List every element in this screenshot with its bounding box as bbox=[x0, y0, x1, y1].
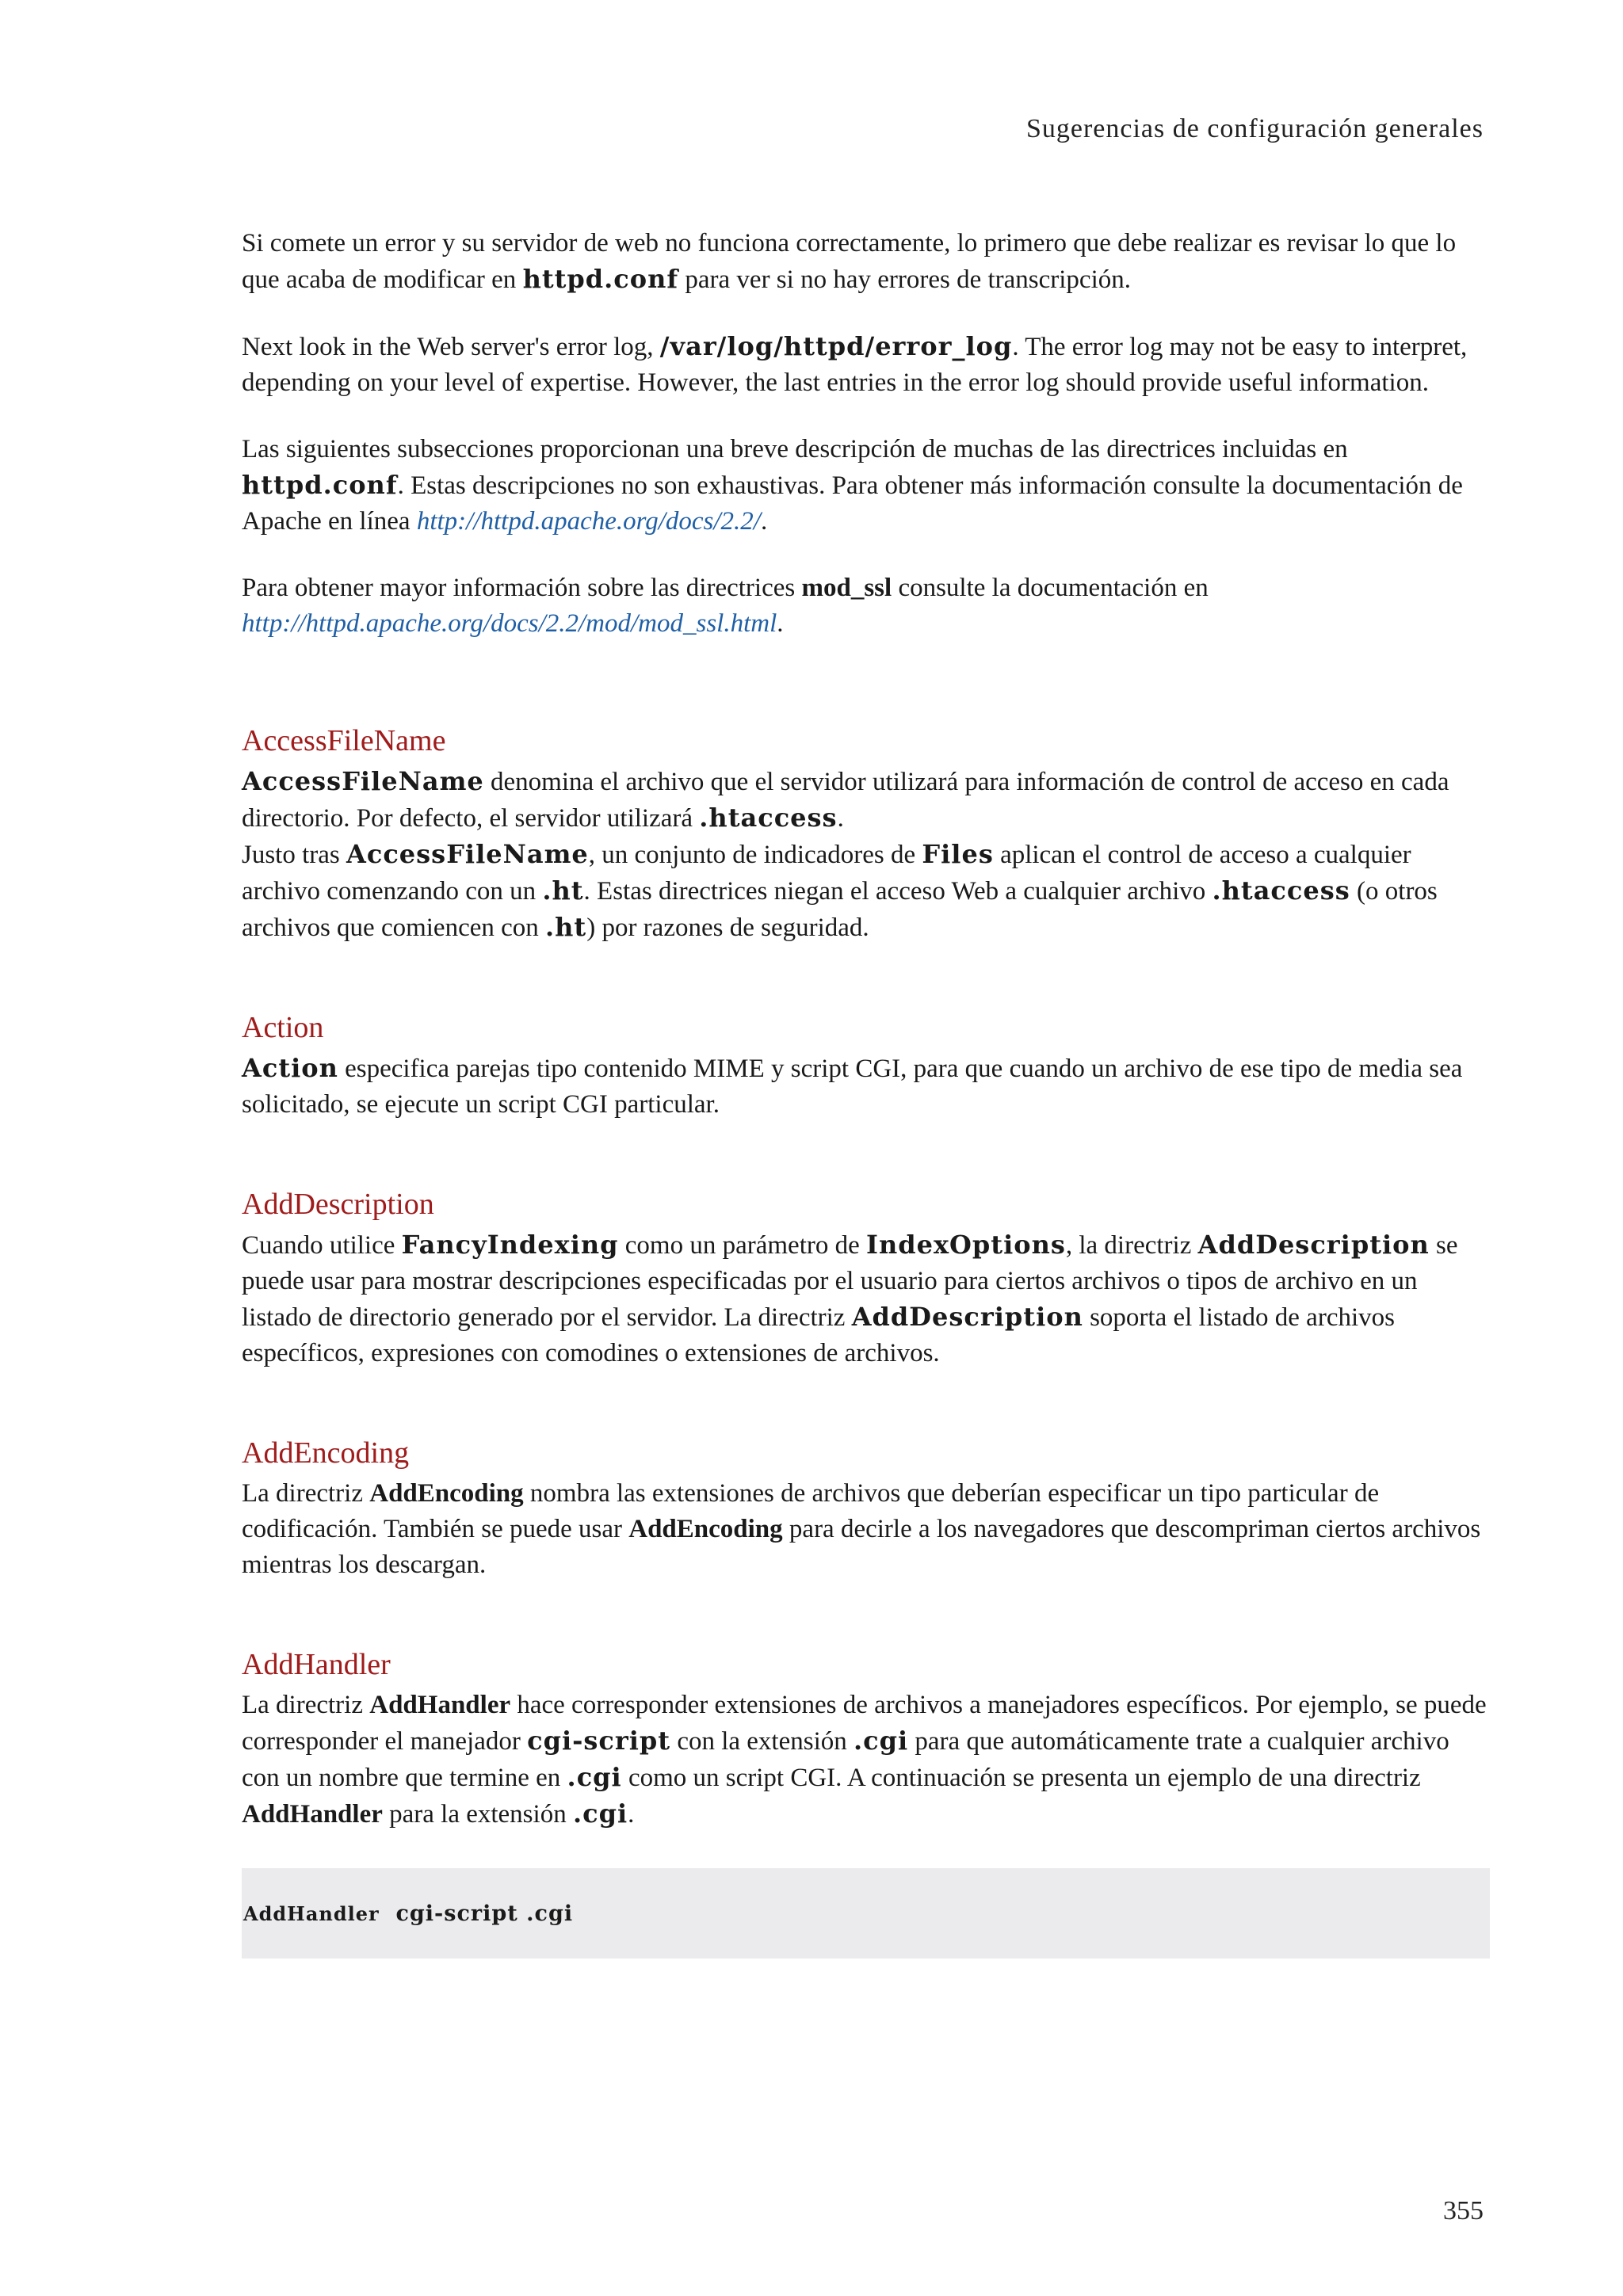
inline-code: .cgi bbox=[854, 1726, 909, 1756]
text: Las siguientes subsecciones proporcionan una breve descripción de muchas de las directrices incluidas en bbox=[242, 435, 1348, 463]
bold-term: AddHandler bbox=[242, 1800, 383, 1829]
text: . Estas directrices niegan el acceso Web a cualquier archivo bbox=[583, 877, 1212, 906]
text: para decirle a los navegadores que descompriman ciertos archivos mientras los descargan. bbox=[242, 1515, 1481, 1579]
section-heading: AddEncoding bbox=[242, 1436, 410, 1470]
section-paragraph bbox=[242, 1227, 1490, 1371]
intro-paragraph-2 bbox=[242, 329, 1490, 401]
text: La directriz bbox=[242, 1691, 370, 1719]
section-paragraph bbox=[242, 1476, 1490, 1583]
apache-docs-link[interactable]: http://httpd.apache.org/docs/2.2/ bbox=[416, 507, 761, 536]
text: , la directriz bbox=[1065, 1231, 1198, 1260]
intro-paragraph-4 bbox=[242, 570, 1490, 642]
code-example-block bbox=[242, 1868, 1490, 1958]
text: nombra las extensiones de archivos que deberían especificar un tipo particular de codificación. También se puede usar bbox=[242, 1479, 1380, 1543]
inline-code: AddDescription bbox=[1197, 1230, 1430, 1260]
section-paragraph bbox=[242, 837, 1490, 946]
inline-code: FancyIndexing bbox=[401, 1230, 619, 1260]
intro-paragraph-3 bbox=[242, 432, 1490, 540]
section-heading: Action bbox=[242, 1011, 324, 1044]
inline-code: .ht bbox=[545, 912, 587, 942]
inline-code: AddDescription bbox=[851, 1302, 1083, 1332]
text: . The error log may not be easy to interpret, depending on your level of expertise. However, the last entries in the error log should provide useful information. bbox=[242, 333, 1468, 397]
text: Cuando utilice bbox=[242, 1231, 402, 1260]
section-heading: AddDescription bbox=[242, 1188, 434, 1221]
text: denomina el archivo que el servidor utilizará para información de control de acceso en cada directorio. Por defecto, el servidor utilizará bbox=[242, 768, 1449, 833]
text: para ver si no hay errores de transcripción. bbox=[678, 265, 1131, 294]
inline-code: .htaccess bbox=[699, 803, 838, 833]
text: consulte la documentación en bbox=[892, 574, 1209, 602]
text: ) por razones de seguridad. bbox=[586, 913, 869, 942]
text: . bbox=[628, 1800, 635, 1829]
text: hace corresponder extensiones de archivos a manejadores específicos. Por ejemplo, se puede corresponder el manejador bbox=[242, 1691, 1487, 1756]
section-heading: AddHandler bbox=[242, 1648, 391, 1681]
text: Justo tras bbox=[242, 841, 346, 869]
text: para la extensión bbox=[382, 1800, 573, 1829]
text: con la extensión bbox=[670, 1727, 854, 1756]
text: aplican el control de acceso a cualquier archivo comenzando con un bbox=[242, 841, 1411, 906]
inline-code: .cgi bbox=[567, 1762, 622, 1792]
page-number: 355 bbox=[1443, 2196, 1484, 2225]
inline-code: Files bbox=[922, 839, 994, 869]
text: (o otros archivos que comiencen con bbox=[242, 877, 1438, 942]
text: . Estas descripciones no son exhaustivas. Para obtener más información consulte la documentación de Apache en línea bbox=[242, 471, 1463, 536]
inline-code: AccessFileName bbox=[346, 839, 589, 869]
text: . bbox=[837, 804, 844, 833]
code-args: cgi-script .cgi bbox=[395, 1901, 574, 1926]
intro bbox=[242, 226, 1490, 642]
inline-code: httpd.conf bbox=[522, 264, 679, 294]
text: . bbox=[777, 609, 784, 638]
section-adddescription bbox=[242, 1184, 1490, 1371]
text: , un conjunto de indicadores de bbox=[588, 841, 922, 869]
text: como un script CGI. A continuación se presenta un ejemplo de una directriz bbox=[621, 1764, 1421, 1792]
section-action bbox=[242, 1008, 1490, 1123]
section-paragraph bbox=[242, 764, 1490, 837]
text: especifica parejas tipo contenido MIME y script CGI, para que cuando un archivo de ese tipo de media sea solicitado, se ejecute un script CGI particular. bbox=[242, 1055, 1463, 1119]
inline-code: /var/log/httpd/error_log bbox=[659, 331, 1013, 361]
text: Si comete un error y su servidor de web no funciona correctamente, lo primero que debe realizar es revisar lo que lo que acaba de modificar en bbox=[242, 229, 1457, 294]
code-keyword: AddHandler bbox=[243, 1901, 380, 1925]
inline-code: httpd.conf bbox=[242, 470, 398, 500]
text: para que automáticamente trate a cualquier archivo con un nombre que termine en bbox=[242, 1727, 1449, 1792]
text: como un parámetro de bbox=[618, 1231, 866, 1260]
mod-ssl-docs-link[interactable]: http://httpd.apache.org/docs/2.2/mod/mod_ssl.html bbox=[242, 609, 777, 638]
bold-term: AddHandler bbox=[369, 1691, 511, 1719]
text: Next look in the Web server's error log, bbox=[242, 333, 660, 361]
inline-code: .ht bbox=[542, 875, 584, 906]
section-paragraph bbox=[242, 1688, 1490, 1833]
text: . bbox=[760, 507, 768, 536]
bold-term: AddEncoding bbox=[628, 1515, 783, 1543]
page-body bbox=[242, 226, 1490, 1958]
inline-code: .htaccess bbox=[1212, 875, 1350, 906]
inline-code: IndexOptions bbox=[866, 1230, 1066, 1260]
inline-code: AccessFileName bbox=[242, 766, 484, 796]
text: se puede usar para mostrar descripciones especificadas por el usuario para ciertos archivos o tipos de archivo en un listado de directorio generado por el servidor. La directriz bbox=[242, 1231, 1458, 1332]
bold-term: AddEncoding bbox=[369, 1479, 524, 1508]
inline-code: .cgi bbox=[572, 1798, 628, 1829]
section-addencoding bbox=[242, 1433, 1490, 1583]
inline-code: cgi-script bbox=[527, 1726, 671, 1756]
section-accessfilename bbox=[242, 721, 1490, 946]
text: La directriz bbox=[242, 1479, 370, 1508]
section-paragraph bbox=[242, 1051, 1490, 1123]
text: soporta el listado de archivos específicos, expresiones con comodines o extensiones de archivos. bbox=[242, 1303, 1395, 1367]
text: Para obtener mayor información sobre las directrices bbox=[242, 574, 802, 602]
section-addhandler bbox=[242, 1645, 1490, 1958]
section-heading: AccessFileName bbox=[242, 724, 446, 757]
bold-term: mod_ssl bbox=[801, 574, 892, 602]
running-header: Sugerencias de configuración generales bbox=[1025, 114, 1484, 143]
intro-paragraph-1 bbox=[242, 226, 1490, 298]
inline-code: Action bbox=[242, 1053, 338, 1083]
